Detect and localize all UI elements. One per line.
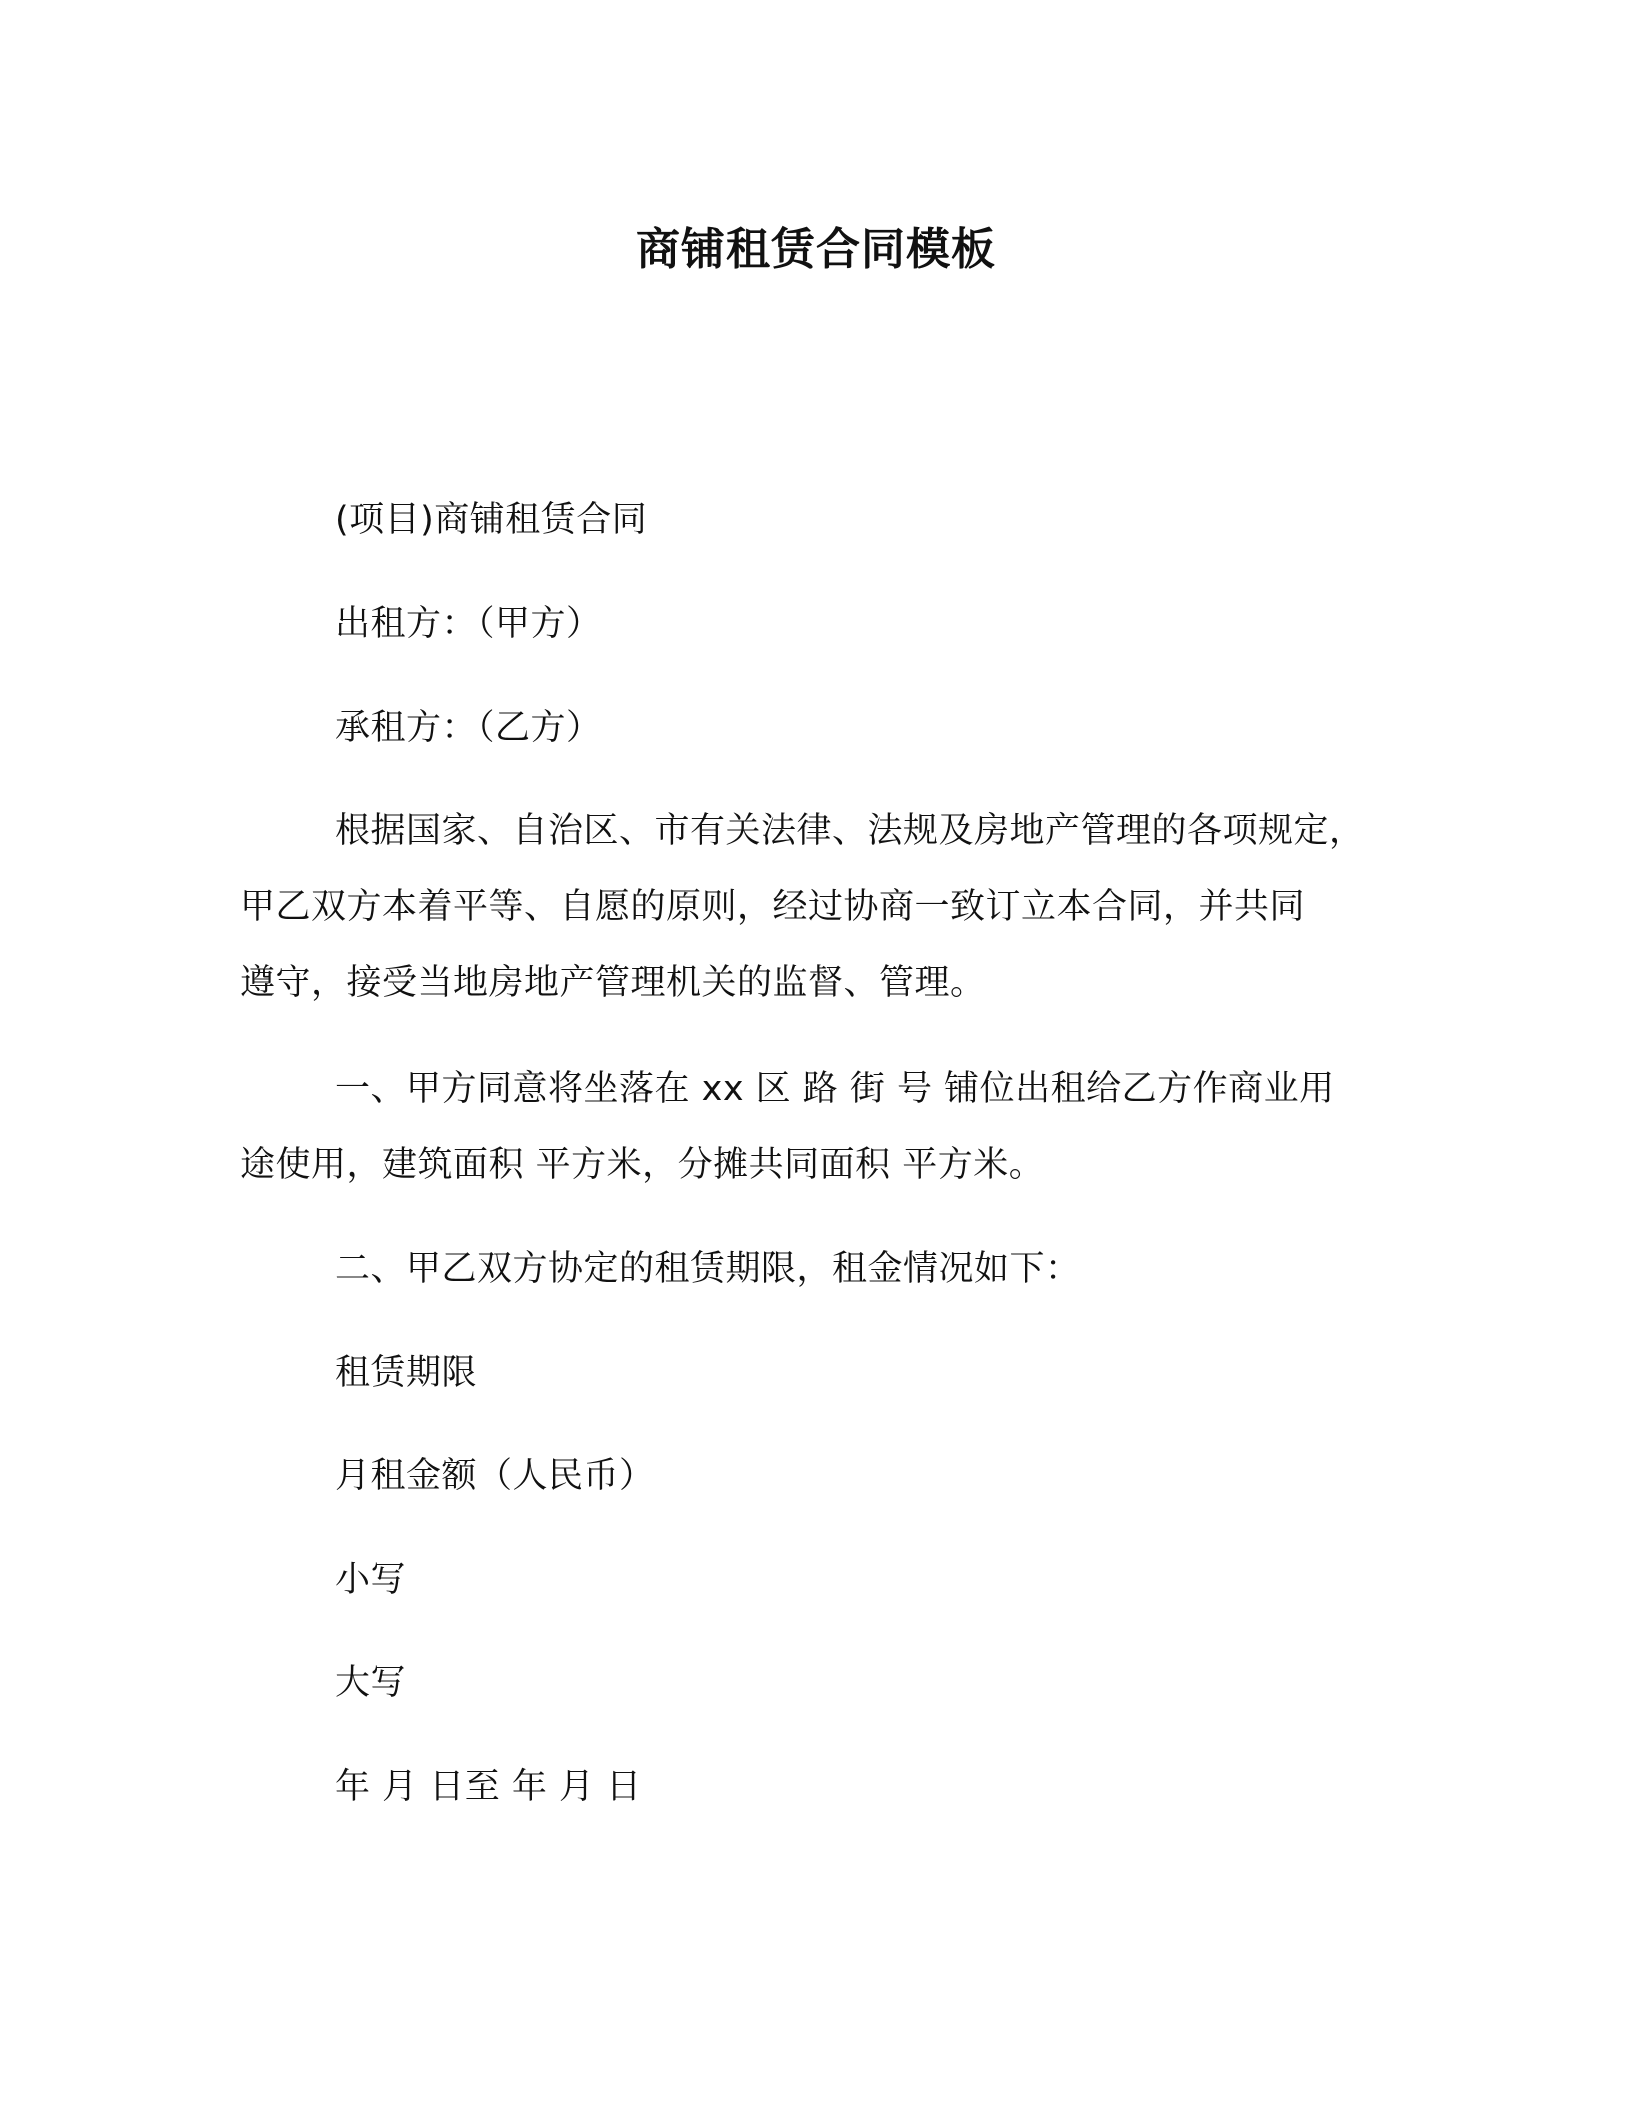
intro-paragraph-line-3: 遵守，接受当地房地产管理机关的监督、管理。 [240,963,986,1003]
lessor-line: 出租方：（甲方） [335,604,602,644]
page-title: 商铺租赁合同模板 [636,224,996,275]
intro-paragraph-line-1: 根据国家、自治区、市有关法律、法规及房地产管理的各项规定， [335,811,1365,851]
item-monthly-rent: 月租金额（人民币） [335,1456,655,1496]
clause-1-line-2: 途使用，建筑面积 平方米，分摊共同面积 平方米。 [240,1145,1045,1185]
item-date-range: 年 月 日至 年 月 日 [335,1767,642,1807]
item-lease-term: 租赁期限 [335,1353,478,1393]
clause-1-line-1: 一、甲方同意将坐落在 xx 区 路 街 号 铺位出租给乙方作商业用 [335,1069,1335,1109]
intro-paragraph-line-2: 甲乙双方本着平等、自愿的原则，经过协商一致订立本合同，并共同 [240,887,1306,927]
clause-2: 二、甲乙双方协定的租赁期限，租金情况如下： [335,1249,1081,1289]
item-uppercase-amount: 大写 [335,1663,407,1703]
lessee-line: 承租方：（乙方） [335,708,602,748]
contract-heading: (项目)商铺租赁合同 [335,500,648,540]
item-lowercase-amount: 小写 [335,1560,407,1600]
